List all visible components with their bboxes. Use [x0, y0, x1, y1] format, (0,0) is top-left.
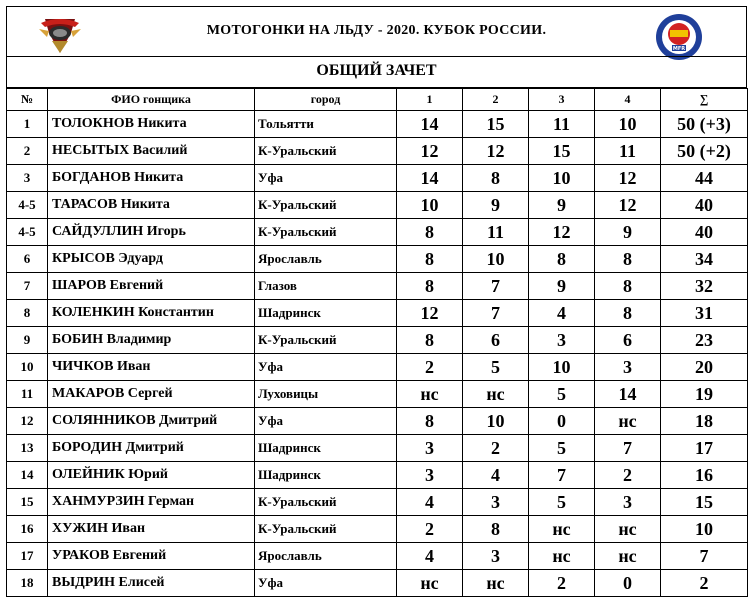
table-row	[7, 300, 748, 327]
rider-name: БОРОДИН Дмитрий	[48, 435, 255, 462]
rider-name: ХАНМУРЗИН Герман	[48, 489, 255, 516]
table-header-row	[7, 89, 748, 111]
table-row	[7, 570, 748, 597]
rider-city: К-Уральский	[255, 327, 397, 354]
stage-2-points: 6	[463, 327, 529, 354]
stage-4-points: 3	[595, 489, 661, 516]
mfr-logo-text: MFR	[672, 46, 686, 52]
stage-2-points: 7	[463, 300, 529, 327]
stage-1-points: 2	[397, 516, 463, 543]
rider-position: 13	[7, 435, 48, 462]
stage-2-points: 3	[463, 489, 529, 516]
stage-1-points: 8	[397, 246, 463, 273]
stage-2-points: 10	[463, 408, 529, 435]
total-points: 40	[661, 219, 748, 246]
table-row	[7, 327, 748, 354]
stage-3-points: 10	[529, 354, 595, 381]
stage-4-points: 8	[595, 246, 661, 273]
rider-city: Ярославль	[255, 543, 397, 570]
total-points: 16	[661, 462, 748, 489]
stage-1-points: 3	[397, 462, 463, 489]
rider-position: 4-5	[7, 219, 48, 246]
table-row	[7, 489, 748, 516]
col-header-total: ∑	[661, 89, 748, 111]
stage-1-points: 14	[397, 111, 463, 138]
total-points: 31	[661, 300, 748, 327]
rider-name: МАКАРОВ Сергей	[48, 381, 255, 408]
stage-3-points: 0	[529, 408, 595, 435]
stage-1-points: 4	[397, 489, 463, 516]
rider-name: ШАРОВ Евгений	[48, 273, 255, 300]
col-header-stage-2: 2	[463, 89, 529, 111]
stage-2-points: 10	[463, 246, 529, 273]
stage-4-points: нс	[595, 408, 661, 435]
rider-city: Луховицы	[255, 381, 397, 408]
total-points: 40	[661, 192, 748, 219]
table-row	[7, 192, 748, 219]
stage-2-points: 8	[463, 516, 529, 543]
rider-city: К-Уральский	[255, 192, 397, 219]
col-header-number: №	[7, 89, 48, 111]
rider-position: 4-5	[7, 192, 48, 219]
stage-1-points: 8	[397, 273, 463, 300]
rider-city: Шадринск	[255, 435, 397, 462]
stage-4-points: 6	[595, 327, 661, 354]
rider-city: Ярославль	[255, 246, 397, 273]
rider-name: ВЫДРИН Елисей	[48, 570, 255, 597]
table-row	[7, 354, 748, 381]
rider-name: УРАКОВ Евгений	[48, 543, 255, 570]
stage-3-points: 5	[529, 435, 595, 462]
stage-2-points: 3	[463, 543, 529, 570]
subtitle-row	[6, 56, 747, 88]
total-points: 32	[661, 273, 748, 300]
rider-name: БОГДАНОВ Никита	[48, 165, 255, 192]
stage-2-points: 2	[463, 435, 529, 462]
rider-city: Тольятти	[255, 111, 397, 138]
stage-2-points: 12	[463, 138, 529, 165]
stage-3-points: 12	[529, 219, 595, 246]
stage-4-points: 7	[595, 435, 661, 462]
stage-1-points: 8	[397, 327, 463, 354]
rider-city: К-Уральский	[255, 516, 397, 543]
table-row	[7, 462, 748, 489]
rider-position: 1	[7, 111, 48, 138]
table-row	[7, 273, 748, 300]
stage-2-points: 8	[463, 165, 529, 192]
col-header-stage-1: 1	[397, 89, 463, 111]
table-body	[7, 111, 748, 597]
stage-2-points: нс	[463, 570, 529, 597]
stage-3-points: нс	[529, 516, 595, 543]
total-points: 2	[661, 570, 748, 597]
stage-3-points: 3	[529, 327, 595, 354]
stage-1-points: 8	[397, 408, 463, 435]
stage-1-points: 2	[397, 354, 463, 381]
stage-3-points: 5	[529, 381, 595, 408]
rider-position: 7	[7, 273, 48, 300]
total-points: 19	[661, 381, 748, 408]
rider-position: 6	[7, 246, 48, 273]
rider-city: Уфа	[255, 354, 397, 381]
table-row	[7, 138, 748, 165]
rider-city: Шадринск	[255, 462, 397, 489]
stage-2-points: 9	[463, 192, 529, 219]
rider-city: Уфа	[255, 570, 397, 597]
stage-3-points: 2	[529, 570, 595, 597]
rider-position: 10	[7, 354, 48, 381]
stage-4-points: нс	[595, 516, 661, 543]
stage-2-points: 7	[463, 273, 529, 300]
stage-4-points: 10	[595, 111, 661, 138]
col-header-stage-3: 3	[529, 89, 595, 111]
stage-4-points: нс	[595, 543, 661, 570]
stage-4-points: 12	[595, 165, 661, 192]
rider-name: НЕСЫТЫХ Василий	[48, 138, 255, 165]
stage-1-points: нс	[397, 570, 463, 597]
rider-position: 11	[7, 381, 48, 408]
stage-3-points: 8	[529, 246, 595, 273]
stage-4-points: 11	[595, 138, 661, 165]
stage-4-points: 14	[595, 381, 661, 408]
rider-position: 12	[7, 408, 48, 435]
stage-2-points: 15	[463, 111, 529, 138]
stage-1-points: 10	[397, 192, 463, 219]
stage-4-points: 0	[595, 570, 661, 597]
rider-position: 18	[7, 570, 48, 597]
rider-name: КРЫСОВ Эдуард	[48, 246, 255, 273]
table-row	[7, 165, 748, 192]
rider-name: ОЛЕЙНИК Юрий	[48, 462, 255, 489]
mfr-federation-logo-icon	[654, 12, 704, 62]
total-points: 23	[661, 327, 748, 354]
rider-position: 3	[7, 165, 48, 192]
rider-name: САЙДУЛЛИН Игорь	[48, 219, 255, 246]
stage-3-points: 5	[529, 489, 595, 516]
rider-position: 14	[7, 462, 48, 489]
rider-position: 15	[7, 489, 48, 516]
rider-name: ТАРАСОВ Никита	[48, 192, 255, 219]
total-points: 50 (+2)	[661, 138, 748, 165]
total-points: 15	[661, 489, 748, 516]
rider-position: 9	[7, 327, 48, 354]
stage-3-points: 7	[529, 462, 595, 489]
rider-city: К-Уральский	[255, 219, 397, 246]
stage-3-points: нс	[529, 543, 595, 570]
stage-2-points: 5	[463, 354, 529, 381]
stage-4-points: 2	[595, 462, 661, 489]
total-points: 10	[661, 516, 748, 543]
stage-1-points: 12	[397, 138, 463, 165]
rider-name: СОЛЯННИКОВ Дмитрий	[48, 408, 255, 435]
rider-name: ХУЖИН Иван	[48, 516, 255, 543]
rider-city: Уфа	[255, 165, 397, 192]
stage-1-points: нс	[397, 381, 463, 408]
rider-position: 16	[7, 516, 48, 543]
stage-3-points: 4	[529, 300, 595, 327]
rider-name: БОБИН Владимир	[48, 327, 255, 354]
rider-position: 17	[7, 543, 48, 570]
total-points: 50 (+3)	[661, 111, 748, 138]
table-row	[7, 246, 748, 273]
table-row	[7, 435, 748, 462]
stage-3-points: 9	[529, 192, 595, 219]
results-table	[6, 88, 748, 597]
total-points: 44	[661, 165, 748, 192]
rider-city: Шадринск	[255, 300, 397, 327]
stage-1-points: 12	[397, 300, 463, 327]
stage-2-points: 11	[463, 219, 529, 246]
stage-3-points: 9	[529, 273, 595, 300]
col-header-stage-4: 4	[595, 89, 661, 111]
rider-name: ТОЛОКНОВ Никита	[48, 111, 255, 138]
stage-4-points: 9	[595, 219, 661, 246]
rider-city: Глазов	[255, 273, 397, 300]
total-points: 20	[661, 354, 748, 381]
stage-1-points: 3	[397, 435, 463, 462]
rider-position: 2	[7, 138, 48, 165]
table-row	[7, 219, 748, 246]
total-points: 17	[661, 435, 748, 462]
stage-4-points: 8	[595, 300, 661, 327]
standings-subtitle: ОБЩИЙ ЗАЧЕТ	[316, 62, 437, 79]
total-points: 18	[661, 408, 748, 435]
stage-1-points: 4	[397, 543, 463, 570]
rider-city: К-Уральский	[255, 489, 397, 516]
total-points: 34	[661, 246, 748, 273]
table-row	[7, 381, 748, 408]
stage-3-points: 11	[529, 111, 595, 138]
stage-4-points: 3	[595, 354, 661, 381]
table-row	[7, 543, 748, 570]
col-header-rider-name: ФИО гонщика	[48, 89, 255, 111]
stage-4-points: 8	[595, 273, 661, 300]
header-row	[6, 6, 747, 56]
stage-1-points: 8	[397, 219, 463, 246]
stage-3-points: 10	[529, 165, 595, 192]
stage-2-points: нс	[463, 381, 529, 408]
rider-city: Уфа	[255, 408, 397, 435]
col-header-city: город	[255, 89, 397, 111]
table-row	[7, 516, 748, 543]
table-row	[7, 111, 748, 138]
rider-name: КОЛЕНКИН Константин	[48, 300, 255, 327]
stage-3-points: 15	[529, 138, 595, 165]
table-row	[7, 408, 748, 435]
document-title: МОТОГОНКИ НА ЛЬДУ - 2020. КУБОК РОССИИ.	[206, 23, 547, 38]
rider-name: ЧИЧКОВ Иван	[48, 354, 255, 381]
rider-city: К-Уральский	[255, 138, 397, 165]
stage-1-points: 14	[397, 165, 463, 192]
stage-4-points: 12	[595, 192, 661, 219]
stage-2-points: 4	[463, 462, 529, 489]
total-points: 7	[661, 543, 748, 570]
rider-position: 8	[7, 300, 48, 327]
